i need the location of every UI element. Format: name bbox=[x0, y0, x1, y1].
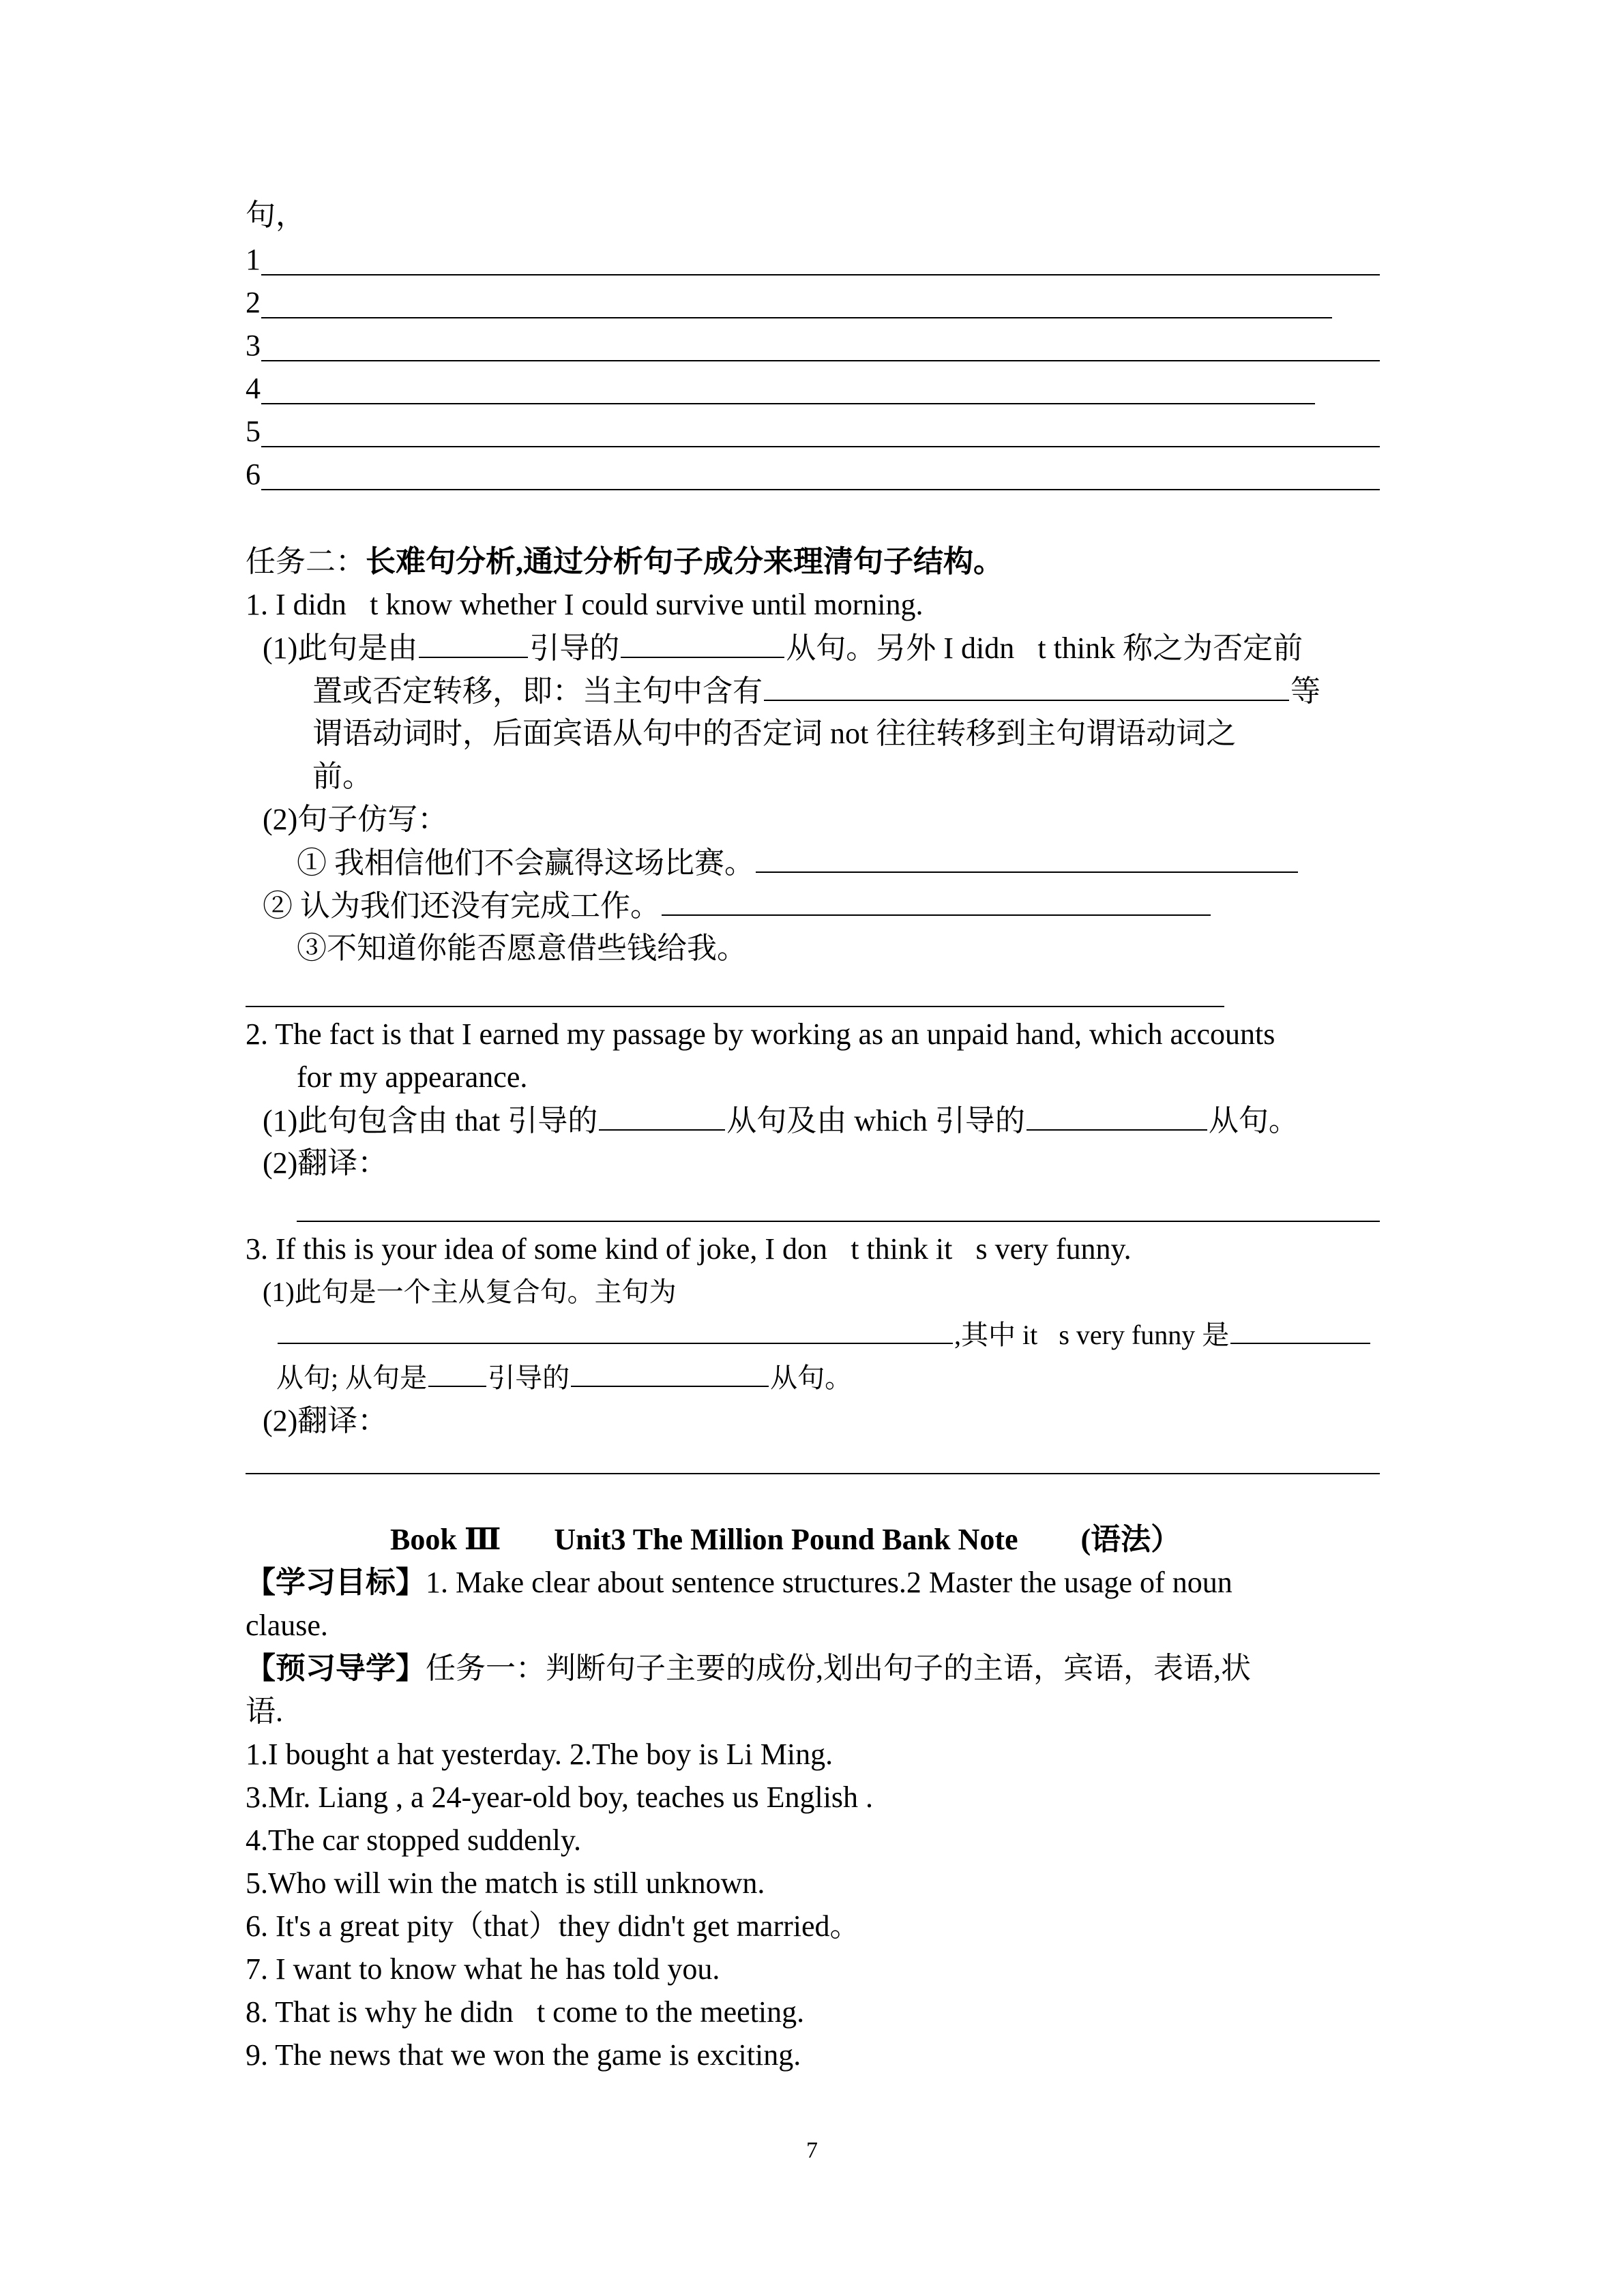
q3-part1-line3 bbox=[276, 1357, 852, 1399]
q1-text-a: (1)此句是由 bbox=[263, 631, 418, 665]
line-number: 3 bbox=[246, 329, 261, 362]
imitation-text: ① 我相信他们不会赢得这场比赛。 bbox=[297, 846, 754, 880]
imitation-text: ② 认为我们还没有完成工作。 bbox=[263, 889, 660, 923]
line-number: 6 bbox=[246, 458, 261, 491]
answer-line[interactable] bbox=[261, 489, 1380, 490]
practice-sentence: 8. That is why he didn t come to the meeting. bbox=[246, 1995, 805, 2029]
q3-text-b: ,其中 it s very funny 是 bbox=[954, 1320, 1230, 1350]
section-title bbox=[390, 1519, 1181, 1561]
practice-sentence: 7. I want to know what he has told you. bbox=[246, 1952, 720, 1986]
title-tag: (语法） bbox=[1080, 1523, 1181, 1556]
answer-line[interactable] bbox=[261, 274, 1380, 275]
q1-imitation-2 bbox=[263, 884, 1212, 927]
answer-line[interactable] bbox=[261, 403, 1315, 404]
line-number: 2 bbox=[246, 286, 261, 319]
q2-text-b: 从句及由 which 引导的 bbox=[726, 1104, 1025, 1137]
learning-goal-line2: clause. bbox=[246, 1609, 328, 1642]
guide-text: 任务一：判断句子主要的成份,划出句子的主语，宾语，表语,状 bbox=[426, 1652, 1251, 1685]
blank-line-1 bbox=[246, 239, 261, 281]
blank[interactable] bbox=[1230, 1315, 1370, 1344]
answer-line[interactable] bbox=[246, 1006, 1224, 1007]
answer-line[interactable] bbox=[297, 1221, 1380, 1222]
q1-part1-line1 bbox=[263, 627, 1303, 670]
practice-sentence: 6. It's a great pity（that）they didn't get married。 bbox=[246, 1909, 860, 1943]
blank[interactable] bbox=[662, 884, 1211, 916]
task2-prefix: 任务二： bbox=[246, 545, 366, 578]
blank-line-4 bbox=[246, 368, 261, 410]
practice-sentence: 9. The news that we won the game is exciting. bbox=[246, 2038, 801, 2072]
q2-part1 bbox=[263, 1099, 1299, 1142]
blank-line-6 bbox=[246, 453, 261, 496]
blank[interactable] bbox=[571, 1358, 769, 1387]
task2-title: 长难句分析,通过分析句子成分来理清句子结构。 bbox=[366, 545, 1003, 578]
q3-text-d: 引导的 bbox=[488, 1362, 570, 1393]
blank-line-2 bbox=[246, 282, 261, 324]
q1-text-e: 等 bbox=[1290, 674, 1320, 708]
practice-sentence: 4.The car stopped suddenly. bbox=[246, 1823, 582, 1857]
blank[interactable] bbox=[419, 627, 528, 658]
practice-sentence: 5.Who will win the match is still unknown. bbox=[246, 1866, 765, 1900]
blank[interactable] bbox=[621, 627, 784, 658]
q2-text-a: (1)此句包含由 that 引导的 bbox=[263, 1104, 598, 1137]
q2-part2-label: (2)翻译： bbox=[263, 1146, 388, 1180]
learning-goal-group bbox=[246, 1562, 1232, 1604]
blank[interactable] bbox=[278, 1315, 953, 1344]
q1-text-b: 引导的 bbox=[529, 631, 620, 665]
q1-text-d: 置或否定转移，即：当主句中含有 bbox=[312, 674, 763, 708]
line-number: 1 bbox=[246, 243, 261, 276]
q1-imitation-1 bbox=[297, 841, 1299, 884]
goal-text: 1. Make clear about sentence structures.2 Master the usage of noun bbox=[426, 1566, 1232, 1599]
title-unit: Unit3 The Million Pound Bank Note bbox=[554, 1523, 1018, 1556]
blank[interactable] bbox=[764, 670, 1289, 701]
blank[interactable] bbox=[756, 841, 1298, 873]
blank-line-5 bbox=[246, 411, 261, 453]
page-number: 7 bbox=[806, 2138, 818, 2163]
q1-sentence: 1. I didn t know whether I could survive until morning. bbox=[246, 588, 924, 621]
guide-label: 【预习导学】 bbox=[246, 1652, 426, 1685]
q3-part1-label: (1)此句是一个主从复合句。主句为 bbox=[263, 1277, 677, 1307]
goal-label: 【学习目标】 bbox=[246, 1566, 426, 1599]
line-number: 4 bbox=[246, 372, 261, 405]
q2-sentence-line2: for my appearance. bbox=[297, 1060, 528, 1094]
practice-sentence: 3.Mr. Liang , a 24-year-old boy, teaches us English . bbox=[246, 1780, 874, 1814]
preview-guide-line1 bbox=[246, 1648, 1251, 1690]
q3-sentence: 3. If this is your idea of some kind of joke, I don t think it s very funny. bbox=[246, 1232, 1132, 1266]
q1-text-c: 从句。另外 I didn t think 称之为否定前 bbox=[786, 631, 1303, 665]
intro-text: 句， bbox=[246, 198, 306, 232]
q1-part1-line4: 前。 bbox=[312, 760, 372, 793]
answer-line[interactable] bbox=[261, 317, 1332, 318]
answer-line[interactable] bbox=[246, 1473, 1380, 1474]
q1-part1-line2 bbox=[312, 670, 1320, 713]
q3-text-e: 从句。 bbox=[770, 1362, 853, 1393]
blank[interactable] bbox=[1027, 1099, 1207, 1131]
q1-part1-line3: 谓语动词时，后面宾语从句中的否定词 not 往往转移到主句谓语动词之 bbox=[312, 717, 1237, 750]
q1-imitation-3: ③不知道你能否愿意借些钱给我。 bbox=[297, 931, 747, 965]
practice-sentence: 1.I bought a hat yesterday. 2.The boy is Li Ming. bbox=[246, 1738, 833, 1771]
blank[interactable] bbox=[599, 1099, 725, 1131]
learning-goal-line1 bbox=[246, 1562, 1380, 1604]
answer-line[interactable] bbox=[261, 446, 1380, 447]
q2-sentence-line1: 2. The fact is that I earned my passage by working as an unpaid hand, which accounts bbox=[246, 1017, 1275, 1051]
q3-part2-label: (2)翻译： bbox=[263, 1404, 388, 1437]
answer-line[interactable] bbox=[261, 360, 1380, 361]
title-book: Book Ⅲ bbox=[390, 1523, 501, 1556]
line-number: 5 bbox=[246, 415, 261, 448]
q1-part2-label: (2)句子仿写： bbox=[263, 803, 448, 836]
q3-text-c: 从句; 从句是 bbox=[276, 1362, 428, 1393]
q2-text-c: 从句。 bbox=[1208, 1104, 1299, 1137]
q3-part1-line2 bbox=[276, 1314, 1372, 1356]
task2-heading bbox=[246, 541, 1003, 583]
blank[interactable] bbox=[428, 1358, 486, 1387]
blank-line-3 bbox=[246, 325, 261, 367]
preview-guide-line2: 语. bbox=[246, 1695, 283, 1728]
